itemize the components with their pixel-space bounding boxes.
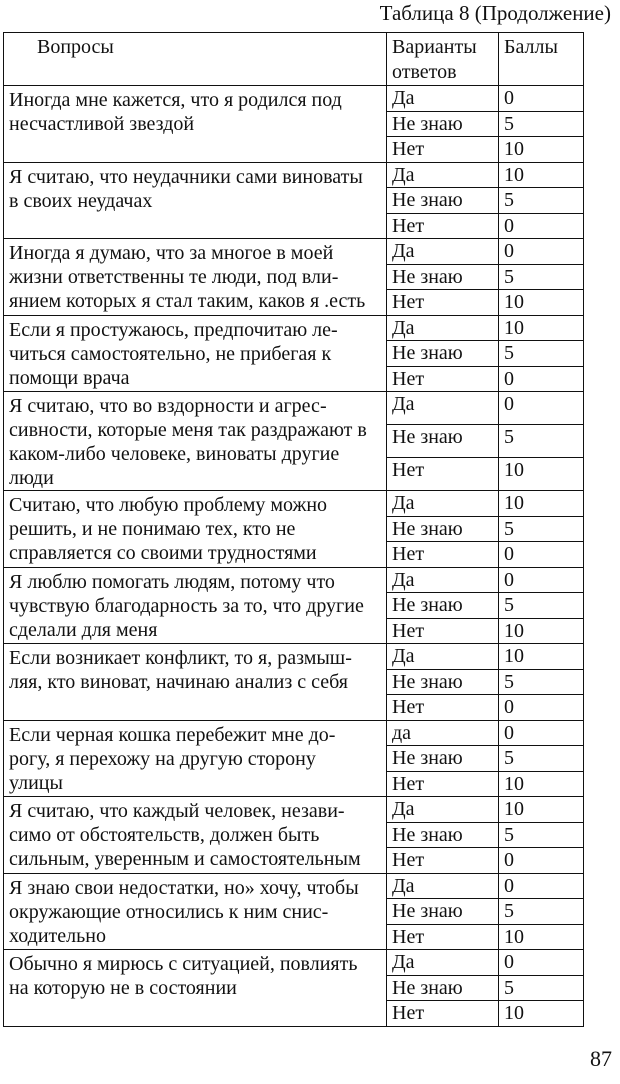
answer-option: Нет: [387, 542, 499, 568]
table-row: [4, 491, 584, 517]
question-text: Обычно я мирюсь с ситуацией, повлиять на которую не в состоянии: [4, 950, 387, 1027]
question-text: Я знаю свои недостатки, но» хочу, чтобы окружающие относились к ним снис- ходительно: [4, 873, 387, 950]
answer-option: Да: [387, 86, 499, 112]
survey-table: [3, 32, 584, 1027]
question-text: Я люблю помогать людям, потому что чувствую благодарность за то, что другие сделали для меня: [4, 567, 387, 644]
answer-option: Не знаю: [387, 341, 499, 367]
answer-score: 10: [499, 315, 584, 341]
page-number: 87: [590, 1046, 612, 1071]
table-row: [4, 950, 584, 976]
answer-score: 10: [499, 491, 584, 517]
answer-score: 5: [499, 822, 584, 848]
answer-option: Нет: [387, 695, 499, 721]
answer-option: Не знаю: [387, 975, 499, 1001]
answer-score: 5: [499, 516, 584, 542]
answer-score: 5: [499, 899, 584, 925]
answer-option: Не знаю: [387, 746, 499, 772]
answer-option: Нет: [387, 366, 499, 392]
answer-option: Не знаю: [387, 899, 499, 925]
answer-option: Нет: [387, 1001, 499, 1027]
answer-score: 0: [499, 366, 584, 392]
answer-score: 10: [499, 618, 584, 644]
answer-option: Не знаю: [387, 264, 499, 290]
answer-option: Не знаю: [387, 822, 499, 848]
answer-option: Не знаю: [387, 425, 499, 458]
answer-option: да: [387, 720, 499, 746]
table-row: [4, 720, 584, 746]
answer-option: Да: [387, 950, 499, 976]
table-row: [4, 392, 584, 425]
answer-score: 5: [499, 975, 584, 1001]
answer-score: 10: [499, 924, 584, 950]
answer-option: Да: [387, 644, 499, 670]
answer-option: Не знаю: [387, 669, 499, 695]
table-row: [4, 239, 584, 265]
answer-option: Да: [387, 239, 499, 265]
question-text: Иногда я думаю, что за многое в моей жизни ответственны те люди, под вли- янием которых я стал таким, каков я .есть: [4, 239, 387, 316]
answer-score: 0: [499, 86, 584, 112]
answer-option: Не знаю: [387, 593, 499, 619]
answer-score: 0: [499, 720, 584, 746]
table-row: [4, 567, 584, 593]
header-options: Варианты ответов: [387, 33, 499, 86]
question-text: Иногда мне кажется, что я родился под несчастливой звездой: [4, 86, 387, 163]
answer-score: 0: [499, 567, 584, 593]
answer-score: 5: [499, 111, 584, 137]
table-row: [4, 797, 584, 823]
answer-score: 0: [499, 695, 584, 721]
question-text: Если черная кошка перебежит мне до- рогу, я перехожу на другую сторону улицы: [4, 720, 387, 797]
question-text: Я считаю, что неудачники сами виноваты в своих неудачах: [4, 162, 387, 239]
answer-option: Нет: [387, 618, 499, 644]
table-caption: Таблица 8 (Продолжение): [379, 1, 611, 25]
question-text: Я считаю, что каждый человек, незави- симо от обстоятельств, должен быть сильным, уверенным и самостоятельным: [4, 797, 387, 874]
table-row: [4, 162, 584, 188]
answer-option: Нет: [387, 458, 499, 491]
answer-score: 5: [499, 593, 584, 619]
answer-option: Не знаю: [387, 111, 499, 137]
answer-score: 10: [499, 771, 584, 797]
table-row: [4, 644, 584, 670]
answer-option: Да: [387, 567, 499, 593]
answer-option: Да: [387, 797, 499, 823]
answer-score: 0: [499, 873, 584, 899]
answer-score: 0: [499, 542, 584, 568]
answer-option: Нет: [387, 137, 499, 163]
answer-option: Не знаю: [387, 188, 499, 214]
answer-score: 10: [499, 1001, 584, 1027]
answer-option: Да: [387, 491, 499, 517]
header-row: [4, 33, 584, 86]
answer-option: Да: [387, 392, 499, 425]
answer-score: 0: [499, 213, 584, 239]
answer-score: 0: [499, 239, 584, 265]
answer-score: 5: [499, 341, 584, 367]
answer-score: 10: [499, 644, 584, 670]
answer-option: Да: [387, 315, 499, 341]
answer-option: Нет: [387, 848, 499, 874]
answer-score: 0: [499, 848, 584, 874]
answer-score: 5: [499, 746, 584, 772]
header-question: Вопросы: [4, 33, 387, 86]
answer-option: Да: [387, 873, 499, 899]
table-row: [4, 873, 584, 899]
answer-score: 10: [499, 458, 584, 491]
answer-score: 5: [499, 425, 584, 458]
answer-score: 5: [499, 264, 584, 290]
answer-score: 10: [499, 162, 584, 188]
answer-score: 0: [499, 392, 584, 425]
answer-score: 5: [499, 669, 584, 695]
header-score: Баллы: [499, 33, 584, 86]
answer-score: 10: [499, 290, 584, 316]
answer-option: Нет: [387, 213, 499, 239]
answer-option: Да: [387, 162, 499, 188]
answer-score: 0: [499, 950, 584, 976]
question-text: Если я простужаюсь, предпочитаю ле- читься самостоятельно, не прибегая к помощи врача: [4, 315, 387, 392]
table-row: [4, 315, 584, 341]
question-text: Считаю, что любую проблему можно решить, и не понимаю тех, кто не справляется со своими трудностями: [4, 491, 387, 568]
answer-option: Нет: [387, 771, 499, 797]
answer-score: 10: [499, 137, 584, 163]
answer-score: 10: [499, 797, 584, 823]
question-text: Я считаю, что во вздорности и агрес- сивности, которые меня так раздражают в каком-либо человеке, виноваты другие люди: [4, 392, 387, 491]
answer-option: Не знаю: [387, 516, 499, 542]
question-text: Если возникает конфликт, то я, размыш- ляя, кто виноват, начинаю анализ с себя: [4, 644, 387, 721]
answer-option: Нет: [387, 924, 499, 950]
answer-score: 5: [499, 188, 584, 214]
answer-option: Нет: [387, 290, 499, 316]
table-row: [4, 86, 584, 112]
